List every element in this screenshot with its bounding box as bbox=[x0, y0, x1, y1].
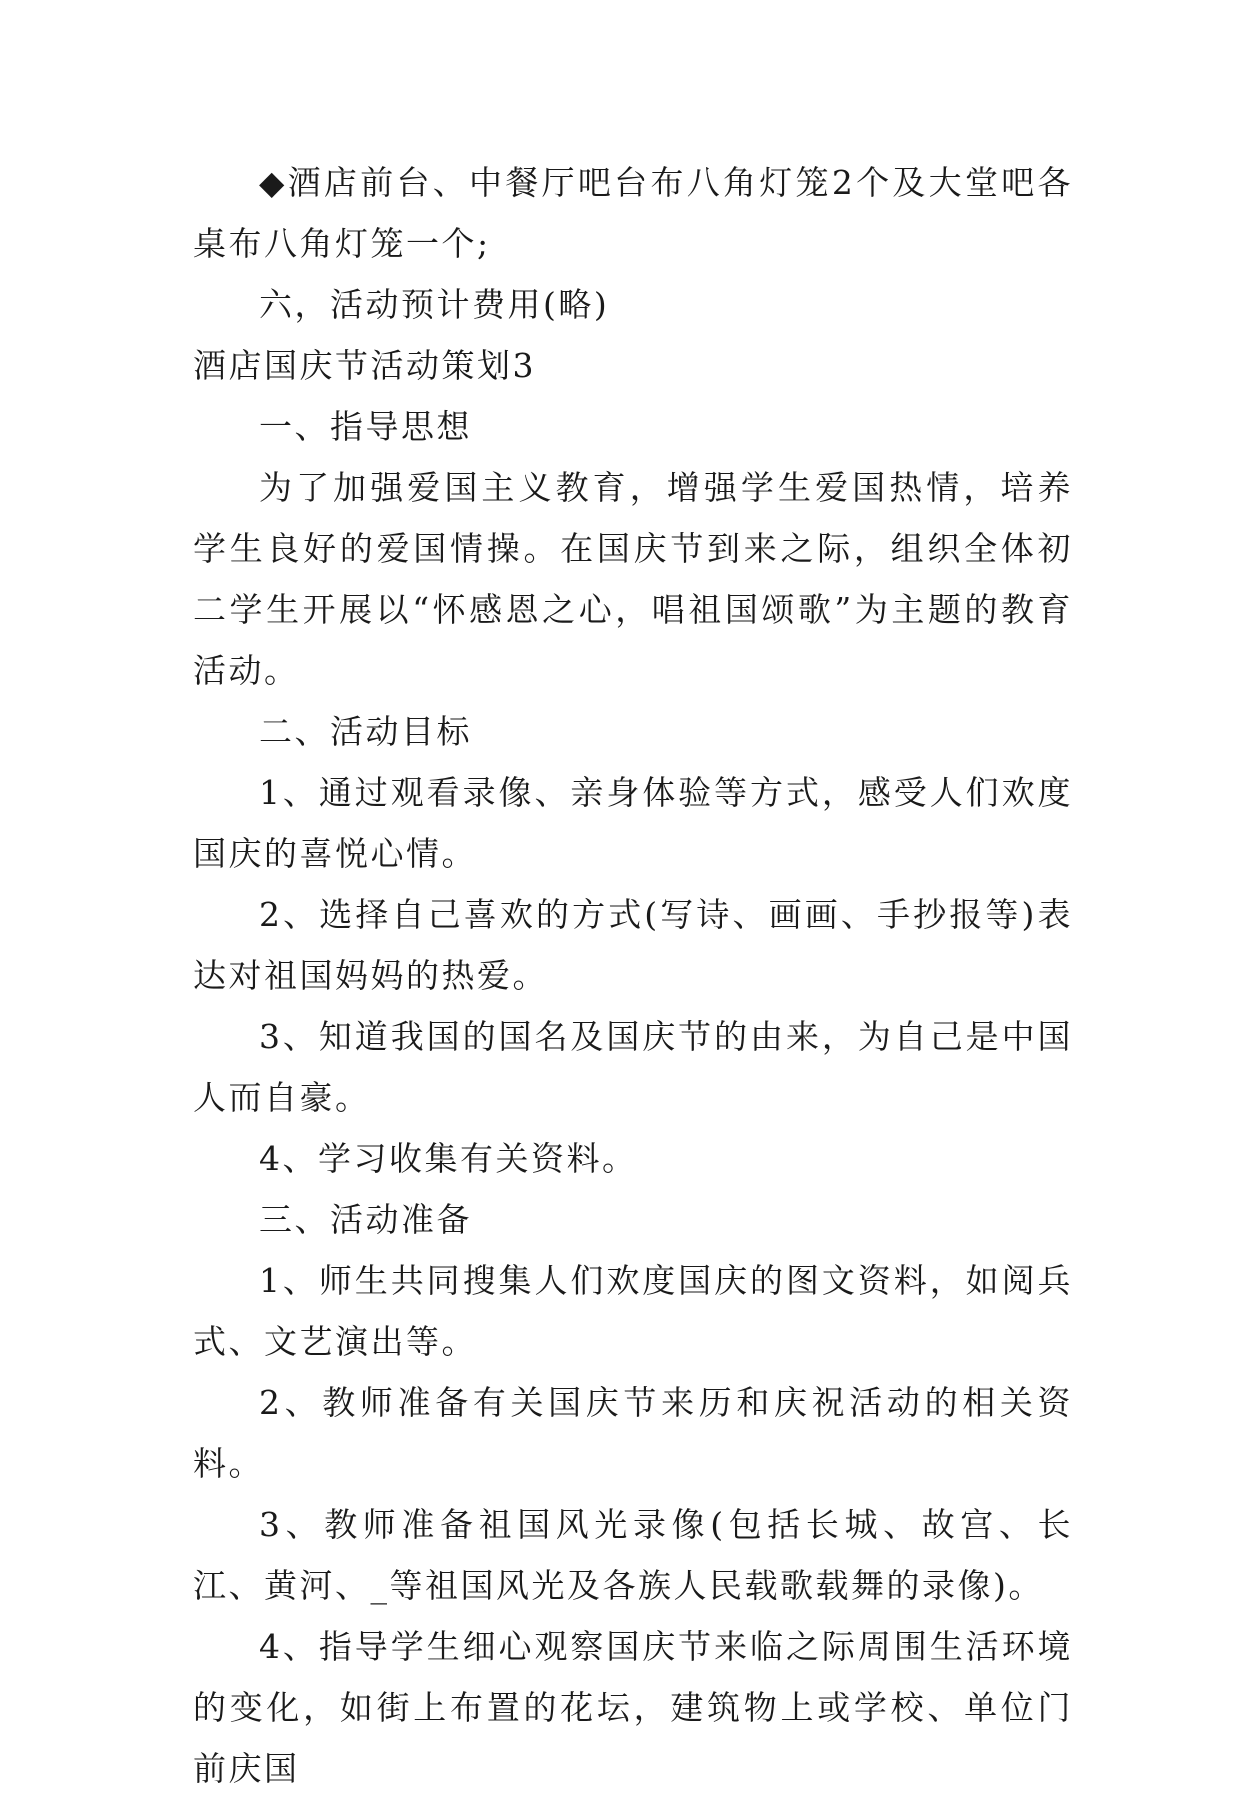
preparation-item-3: 3、教师准备祖国风光录像(包括长城、故宫、长江、黄河、_等祖国风光及各族人民载歌载舞的录像)。 bbox=[193, 1505, 1073, 1605]
heading-activity-goals: 二、活动目标 bbox=[259, 712, 472, 751]
paragraph-guiding-idea: 为了加强爱国主义教育，增强学生爱国热情，培养学生良好的爱国情操。在国庆节到来之际，组织全体初二学生开展以“怀感恩之心，唱祖国颂歌”为主题的教育活动。 bbox=[193, 468, 1073, 690]
goal-item-1: 1、通过观看录像、亲身体验等方式，感受人们欢度国庆的喜悦心情。 bbox=[193, 773, 1073, 873]
section-title: 酒店国庆节活动策划3 bbox=[193, 346, 536, 385]
preparation-item-1: 1、师生共同搜集人们欢度国庆的图文资料，如阅兵式、文艺演出等。 bbox=[193, 1261, 1073, 1361]
heading-activity-preparation: 三、活动准备 bbox=[259, 1200, 472, 1239]
paragraph-budget: 六，活动预计费用(略) bbox=[259, 285, 610, 324]
preparation-item-2: 2、教师准备有关国庆节来历和庆祝活动的相关资料。 bbox=[193, 1383, 1073, 1483]
document-body bbox=[193, 152, 1073, 1799]
goal-item-4: 4、学习收集有关资料。 bbox=[259, 1139, 638, 1178]
preparation-item-4: 4、指导学生细心观察国庆节来临之际周围生活环境的变化，如街上布置的花坛，建筑物上或学校、单位门前庆国 bbox=[193, 1627, 1073, 1788]
paragraph-lantern-decoration: ◆酒店前台、中餐厅吧台布八角灯笼2个及大堂吧各桌布八角灯笼一个; bbox=[193, 163, 1073, 263]
heading-guiding-idea: 一、指导思想 bbox=[259, 407, 472, 446]
goal-item-2: 2、选择自己喜欢的方式(写诗、画画、手抄报等)表达对祖国妈妈的热爱。 bbox=[193, 895, 1073, 995]
goal-item-3: 3、知道我国的国名及国庆节的由来，为自己是中国人而自豪。 bbox=[193, 1017, 1073, 1117]
